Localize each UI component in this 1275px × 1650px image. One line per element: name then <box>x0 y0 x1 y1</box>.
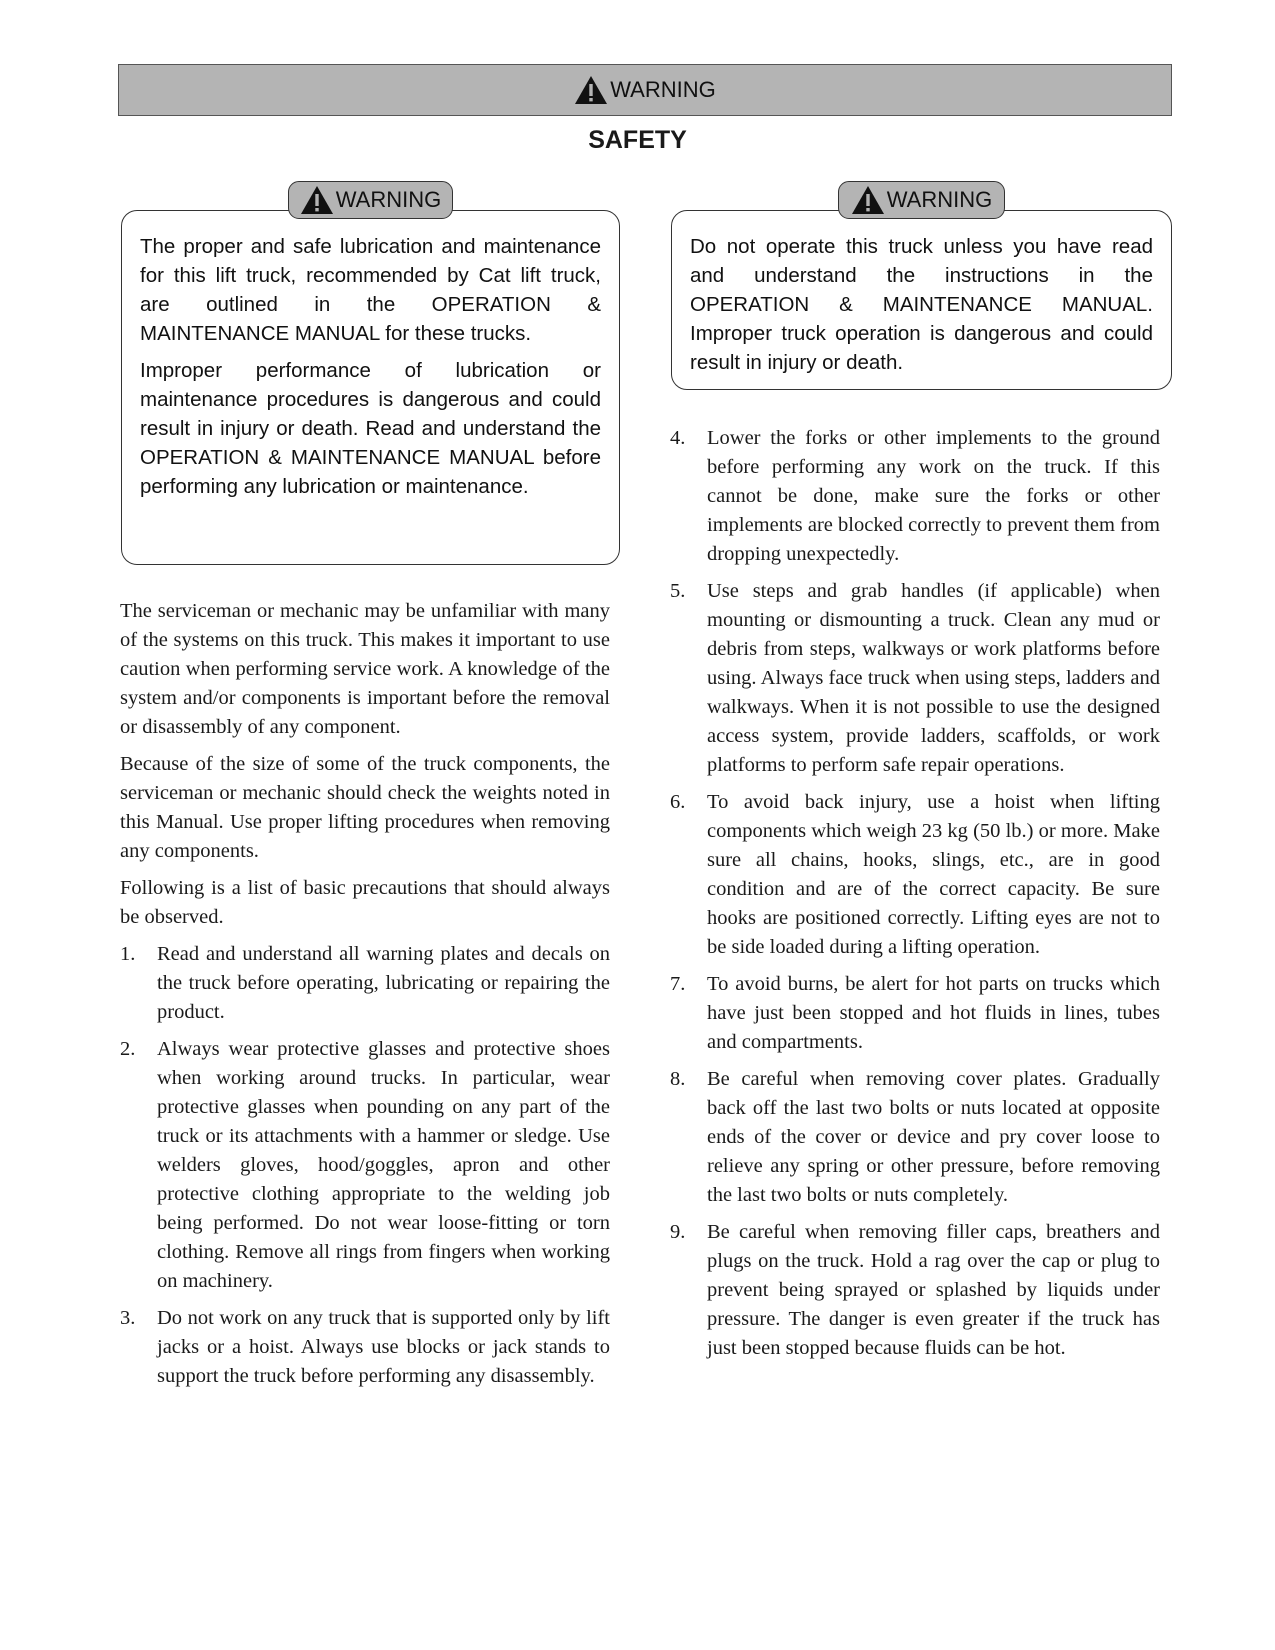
precaution-text: Read and understand all warning plates and decals on the truck before operating, lubricating or repairing the product. <box>157 943 610 1023</box>
warning-triangle-icon <box>300 185 334 215</box>
right-warning-tab <box>838 181 1005 219</box>
precaution-item <box>120 1035 610 1296</box>
precaution-item <box>670 788 1160 962</box>
page-title: SAFETY <box>588 126 687 154</box>
precaution-number: 6. <box>670 791 686 813</box>
precaution-text: Lower the forks or other implements to the ground before performing any work on the truck. If this cannot be done, make sure the forks or other implements are blocked correctly to prevent them from dropping unexpectedly. <box>707 427 1160 565</box>
precaution-item <box>120 940 610 1027</box>
intro-paragraph: Following is a list of basic precautions that should always be observed. <box>120 877 610 928</box>
precaution-text: Use steps and grab handles (if applicable) when mounting or dismounting a truck. Clean any mud or debris from steps, walkways or work platforms before using. Always face truck when using steps, ladders and walkways. When it is not possible to use the designed access system, provide ladders, scaffolds, or work platforms to perform safe repair operations. <box>707 580 1160 776</box>
precaution-text: Be careful when removing cover plates. Gradually back off the last two bolts or nuts located at opposite ends of the cover or device and pry cover loose to relieve any spring or other pressure, before removing the last two bolts or nuts completely. <box>707 1068 1160 1206</box>
precaution-number: 2. <box>120 1038 136 1060</box>
right-column <box>670 424 1160 1371</box>
intro-paragraph: Because of the size of some of the truck components, the serviceman or mechanic should check the weights noted in this Manual. Use proper lifting procedures when removing any components. <box>120 753 610 862</box>
precautions-list-left <box>120 940 610 1391</box>
left-column <box>120 597 610 1399</box>
right-warning-paragraph: Do not operate this truck unless you have read and understand the instructions in the OPERATION & MAINTENANCE MANUAL. Improper truck operation is dangerous and could result in injury or death. <box>690 235 1153 374</box>
precaution-text: Always wear protective glasses and protective shoes when working around trucks. In particular, wear protective glasses when pounding on any part of the truck or its attachments with a hammer or sledge. Use welders gloves, hood/goggles, apron and other protective clothing appropriate to the welding job being performed. Do not wear loose-fitting or torn clothing. Remove all rings from fingers when working on machinery. <box>157 1038 610 1292</box>
left-warning-paragraph: The proper and safe lubrication and maintenance for this lift truck, recommended by Cat lift truck, are outlined in the OPERATION & MAINTENANCE MANUAL for these trucks. <box>140 235 601 345</box>
left-warning-tab <box>288 181 453 219</box>
warning-triangle-icon <box>574 75 608 105</box>
precaution-text: Be careful when removing filler caps, breathers and plugs on the truck. Hold a rag over the cap or plug to prevent being sprayed or splashed by liquids under pressure. The danger is even greater if the truck has just been stopped because fluids can be hot. <box>707 1221 1160 1359</box>
precaution-text: Do not work on any truck that is supported only by lift jacks or a hoist. Always use blocks or jack stands to support the truck before performing any disassembly. <box>157 1307 610 1387</box>
precaution-item <box>120 1304 610 1391</box>
precaution-text: To avoid back injury, use a hoist when lifting components which weigh 23 kg (50 lb.) or more. Make sure all chains, hooks, slings, etc., are in good condition and are of the correct capacity. Be sure hooks are positioned correctly. Lifting eyes are not to be side loaded during a lifting operation. <box>707 791 1160 958</box>
precaution-item <box>670 424 1160 569</box>
precaution-item <box>670 970 1160 1057</box>
precaution-number: 1. <box>120 943 136 965</box>
left-warning-box <box>121 210 620 565</box>
warning-triangle-icon <box>851 185 885 215</box>
precautions-list-right <box>670 424 1160 1363</box>
right-warning-tab-label: WARNING <box>886 187 993 212</box>
precaution-text: To avoid burns, be alert for hot parts on trucks which have just been stopped and hot fluids in lines, tubes and compartments. <box>707 973 1160 1053</box>
precaution-number: 3. <box>120 1307 136 1329</box>
precaution-item <box>670 577 1160 780</box>
right-warning-box <box>671 210 1172 390</box>
left-warning-tab-label: WARNING <box>335 187 442 212</box>
precaution-item <box>670 1218 1160 1363</box>
precaution-number: 5. <box>670 580 686 602</box>
precaution-number: 4. <box>670 427 686 449</box>
precaution-number: 7. <box>670 973 686 995</box>
intro-paragraph: The serviceman or mechanic may be unfamiliar with many of the systems on this truck. This makes it important to use caution when performing service work. A knowledge of the system and/or components is important before the removal or disassembly of any component. <box>120 600 610 738</box>
banner-label: WARNING <box>610 77 716 102</box>
left-warning-paragraph: Improper performance of lubrication or maintenance procedures is dangerous and could result in injury or death. Read and understand the OPERATION & MAINTENANCE MANUAL before performing any lubrication or maintenance. <box>140 359 601 498</box>
precaution-number: 8. <box>670 1068 686 1090</box>
precaution-item <box>670 1065 1160 1210</box>
precaution-number: 9. <box>670 1221 686 1243</box>
top-warning-banner <box>118 64 1172 116</box>
